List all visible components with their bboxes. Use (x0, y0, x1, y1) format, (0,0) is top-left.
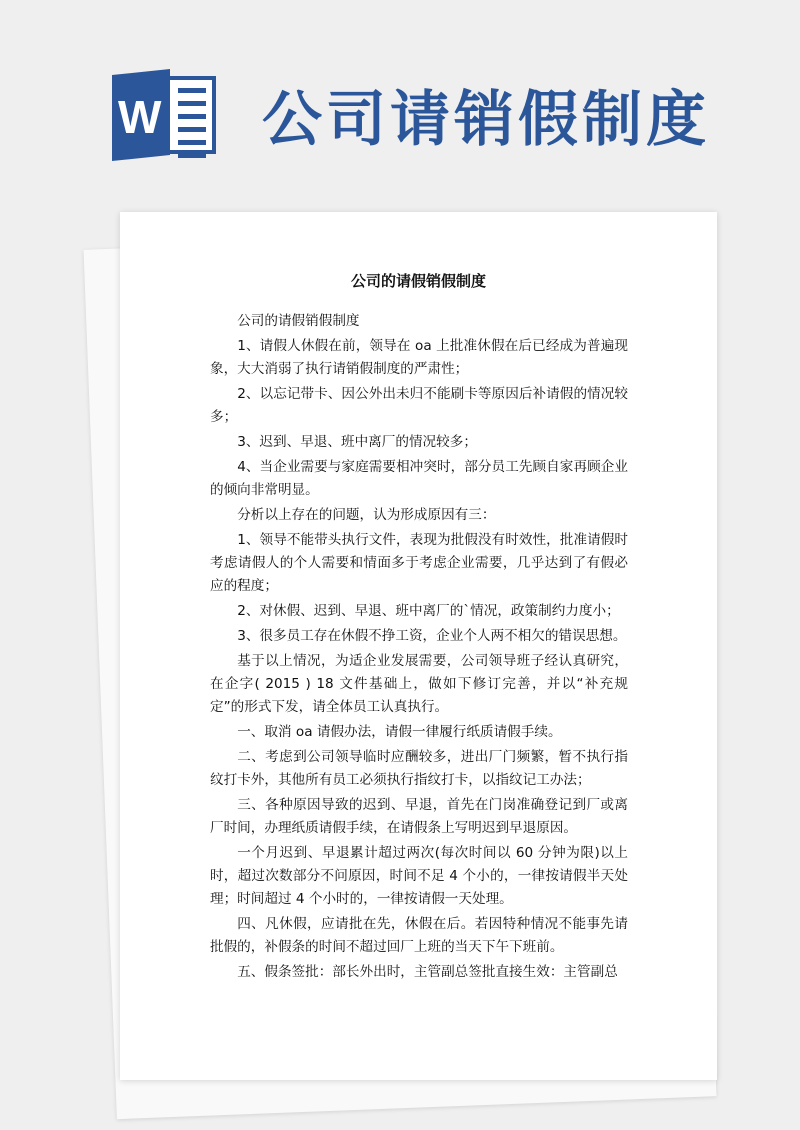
document-body (210, 310, 628, 986)
paragraph: 4、当企业需要与家庭需要相冲突时，部分员工先顾自家再顾企业的倾向非常明显。 (210, 459, 628, 498)
paragraph: 2、以忘记带卡、因公外出未归不能刷卡等原因后补请假的情况较多； (210, 386, 628, 425)
paragraph: 3、很多员工存在休假不挣工资，企业个人两不相欠的错误思想。 (237, 628, 627, 644)
paragraph: 三、各种原因导致的迟到、早退，首先在门岗准确登记到厂或离厂时间，办理纸质请假手续，在请假条上写明迟到早退原因。 (210, 797, 628, 836)
paragraph: 2、对休假、迟到、早退、班中离厂的`情况，政策制约力度小； (237, 603, 620, 619)
banner-title: 公司请销假制度 (262, 85, 710, 155)
banner-header (0, 0, 800, 200)
logo-letter: W (118, 91, 162, 144)
word-document-icon (112, 72, 216, 158)
word-badge (112, 69, 170, 161)
paragraph: 公司的请假销假制度 (237, 313, 360, 329)
paragraph: 分析以上存在的问题，认为形成原因有三： (237, 507, 496, 523)
document-page (120, 212, 717, 1080)
paragraph: 一个月迟到、早退累计超过两次(每次时间以 60 分钟为限)以上时，超过次数部分不问原因，时间不足 4 个小的，一律按请假半天处理；时间超过 4 个小时的，一律按请假一天处理。 (210, 845, 628, 907)
paragraph: 四、凡休假，应请批在先，休假在后。若因特种情况不能事先请批假的，补假条的时间不超过回厂上班的当天下午下班前。 (210, 916, 628, 955)
paragraph: 1、请假人休假在前，领导在 oa 上批准休假在后已经成为普遍现象，大大消弱了执行请销假制度的严肃性； (210, 338, 628, 377)
paragraph: 一、取消 oa 请假办法，请假一律履行纸质请假手续。 (237, 724, 562, 740)
paragraph: 二、考虑到公司领导临时应酬较多，进出厂门频繁，暂不执行指纹打卡外，其他所有员工必须执行指纹打卡，以指纹记工办法； (210, 749, 628, 788)
paragraph: 五、假条签批：部长外出时，主管副总签批直接生效：主管副总 (237, 964, 618, 980)
document-title: 公司的请假销假制度 (350, 272, 486, 290)
paragraph: 基于以上情况，为适企业发展需要，公司领导班子经认真研究，在企字( 2015 ) 18 文件基础上，做如下修订完善，并以“补充规定”的形式下发，请全体员工认真执行。 (210, 653, 628, 715)
paragraph: 3、迟到、早退、班中离厂的情况较多； (237, 434, 477, 450)
paragraph: 1、领导不能带头执行文件，表现为批假没有时效性，批准请假时考虑请假人的个人需要和情面多于考虑企业需要，几乎达到了有假必应的程度； (210, 532, 628, 594)
